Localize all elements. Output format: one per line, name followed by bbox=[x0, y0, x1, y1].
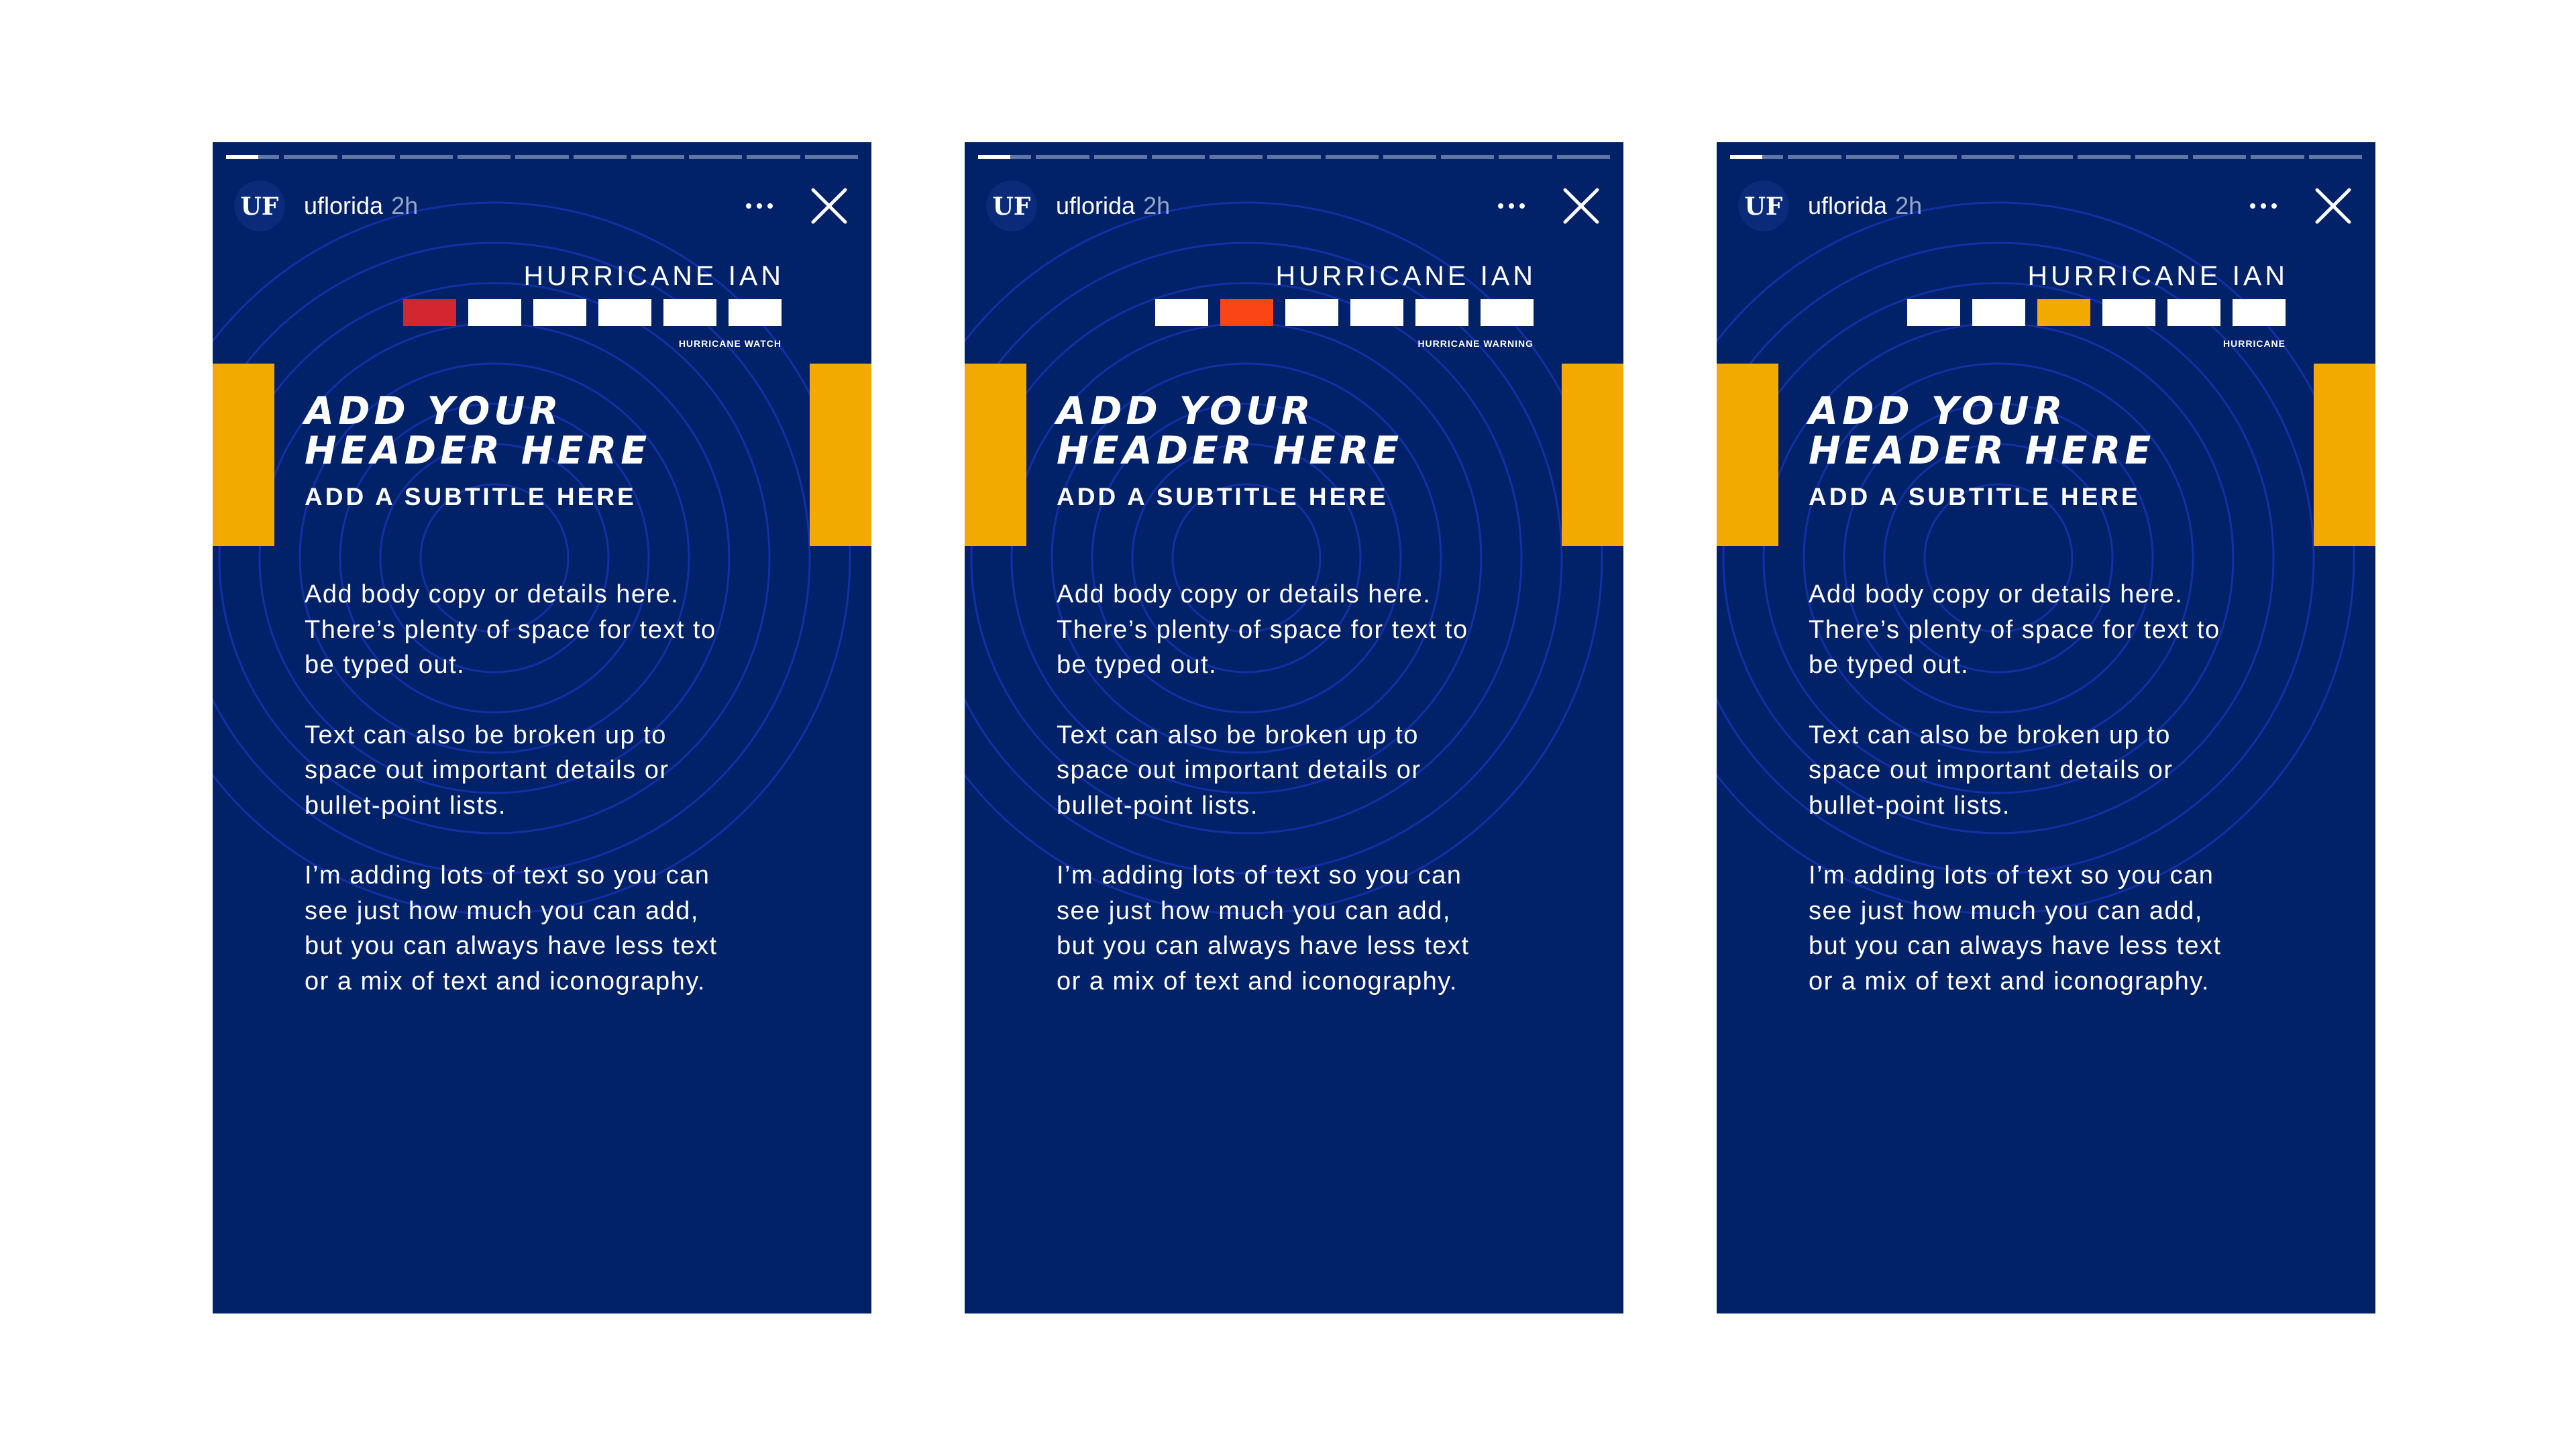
post-time: 2h bbox=[391, 192, 419, 219]
scale-cell bbox=[533, 299, 586, 326]
scale-cell bbox=[663, 299, 716, 326]
hurricane-scale bbox=[1155, 299, 1534, 326]
progress-fill bbox=[226, 155, 258, 159]
progress-segment bbox=[1904, 155, 1957, 159]
uf-logo-icon bbox=[993, 193, 1030, 219]
progress-segment bbox=[2135, 155, 2188, 159]
hurricane-status-label: HURRICANE WATCH bbox=[678, 338, 782, 349]
more-options-button[interactable] bbox=[1488, 182, 1535, 229]
story-progress-bar bbox=[1730, 155, 2362, 159]
progress-segment bbox=[2078, 155, 2131, 159]
progress-segment bbox=[1210, 155, 1263, 159]
avatar[interactable] bbox=[986, 180, 1037, 231]
story-card-hurricane bbox=[1717, 142, 2375, 1313]
scale-cell bbox=[1907, 299, 1960, 326]
username[interactable]: uflorida bbox=[304, 192, 384, 219]
body-paragraph: Add body copy or details here. There’s plenty of space for text to be typed out. bbox=[1057, 580, 1468, 679]
more-options-button[interactable] bbox=[736, 182, 783, 229]
scale-cell bbox=[729, 299, 782, 326]
body-paragraph: I’m adding lots of text so you can see just how much you can add, but you can always have less text or a mix of text and iconography. bbox=[305, 861, 718, 996]
body-paragraph: Text can also be broken up to space out important details or bullet-point lists. bbox=[1057, 720, 1421, 820]
progress-segment bbox=[1383, 155, 1436, 159]
progress-segment bbox=[2309, 155, 2362, 159]
scale-cell bbox=[468, 299, 521, 326]
progress-segment bbox=[1441, 155, 1494, 159]
hurricane-title: HURRICANE IAN bbox=[523, 260, 784, 291]
scale-cell bbox=[2233, 299, 2286, 326]
body-paragraph: Text can also be broken up to space out important details or bullet-point lists. bbox=[305, 720, 669, 820]
story-subtitle: ADD A SUBTITLE HERE bbox=[1057, 483, 1389, 511]
more-options-button[interactable] bbox=[2240, 182, 2287, 229]
progress-segment bbox=[515, 155, 568, 159]
progress-segment bbox=[689, 155, 742, 159]
body-paragraph: Add body copy or details here. There’s plenty of space for text to be typed out. bbox=[1809, 580, 2220, 679]
scale-cell bbox=[1285, 299, 1338, 326]
progress-segment bbox=[400, 155, 453, 159]
story-subtitle: ADD A SUBTITLE HERE bbox=[305, 483, 637, 511]
avatar-text: UF bbox=[1745, 193, 1782, 219]
story-body bbox=[305, 577, 814, 1034]
progress-segment bbox=[1094, 155, 1147, 159]
hurricane-scale bbox=[403, 299, 782, 326]
scale-cell bbox=[1972, 299, 2025, 326]
scale-cell bbox=[2102, 299, 2155, 326]
scale-cell bbox=[1415, 299, 1468, 326]
progress-segment bbox=[2193, 155, 2246, 159]
progress-segment bbox=[1152, 155, 1205, 159]
progress-segment bbox=[631, 155, 684, 159]
post-time: 2h bbox=[1143, 192, 1171, 219]
avatar[interactable] bbox=[234, 180, 285, 231]
username[interactable]: uflorida bbox=[1808, 192, 1888, 219]
close-icon bbox=[1562, 187, 1600, 225]
username[interactable]: uflorida bbox=[1056, 192, 1136, 219]
progress-segment bbox=[574, 155, 627, 159]
progress-segment bbox=[1846, 155, 1899, 159]
hurricane-scale bbox=[1907, 299, 2286, 326]
accent-bar-right bbox=[2314, 364, 2375, 546]
progress-segment bbox=[805, 155, 858, 159]
progress-segment bbox=[1326, 155, 1379, 159]
story-header bbox=[986, 179, 1605, 233]
scale-cell bbox=[1350, 299, 1403, 326]
avatar-text: UF bbox=[993, 193, 1030, 219]
progress-segment bbox=[342, 155, 395, 159]
close-button[interactable] bbox=[2310, 182, 2357, 229]
progress-fill bbox=[978, 155, 1010, 159]
progress-segment bbox=[2251, 155, 2304, 159]
progress-segment bbox=[978, 155, 1031, 159]
hurricane-title: HURRICANE IAN bbox=[2027, 260, 2288, 291]
story-header-title: ADD YOUR HEADER HERE bbox=[1057, 389, 1403, 473]
progress-segment bbox=[1788, 155, 1841, 159]
progress-segment bbox=[747, 155, 800, 159]
story-progress-bar bbox=[978, 155, 1610, 159]
progress-segment bbox=[226, 155, 279, 159]
progress-segment bbox=[1036, 155, 1089, 159]
accent-bar-left bbox=[965, 364, 1026, 546]
story-progress-bar bbox=[226, 155, 858, 159]
body-paragraph: I’m adding lots of text so you can see just how much you can add, but you can always have less text or a mix of text and iconography. bbox=[1057, 861, 1470, 996]
story-header bbox=[1738, 179, 2357, 233]
progress-segment bbox=[458, 155, 511, 159]
scale-cell bbox=[1220, 299, 1273, 326]
hurricane-status-label: HURRICANE WARNING bbox=[1417, 338, 1534, 349]
scale-cell bbox=[598, 299, 651, 326]
hurricane-title: HURRICANE IAN bbox=[1275, 260, 1536, 291]
close-button[interactable] bbox=[1558, 182, 1605, 229]
body-paragraph: Add body copy or details here. There’s plenty of space for text to be typed out. bbox=[305, 580, 716, 679]
story-card-hurricane-watch bbox=[213, 142, 871, 1313]
scale-cell bbox=[1481, 299, 1534, 326]
avatar-text: UF bbox=[241, 193, 278, 219]
more-horizontal-icon bbox=[2249, 203, 2278, 209]
body-paragraph: Text can also be broken up to space out important details or bullet-point lists. bbox=[1809, 720, 2174, 820]
accent-bar-left bbox=[213, 364, 274, 546]
progress-segment bbox=[1499, 155, 1552, 159]
scale-cell bbox=[2167, 299, 2220, 326]
uf-logo-icon bbox=[241, 193, 278, 219]
progress-segment bbox=[1557, 155, 1610, 159]
story-body bbox=[1809, 577, 2318, 1034]
progress-segment bbox=[2019, 155, 2072, 159]
close-button[interactable] bbox=[806, 182, 853, 229]
body-paragraph: I’m adding lots of text so you can see just how much you can add, but you can always have less text or a mix of text and iconography. bbox=[1809, 861, 2222, 996]
scale-cell bbox=[2037, 299, 2090, 326]
progress-segment bbox=[1267, 155, 1320, 159]
progress-fill bbox=[1730, 155, 1762, 159]
hurricane-status-label: HURRICANE bbox=[2223, 338, 2286, 349]
story-subtitle: ADD A SUBTITLE HERE bbox=[1809, 483, 2141, 511]
accent-bar-right bbox=[810, 364, 871, 546]
close-icon bbox=[810, 187, 848, 225]
close-icon bbox=[2314, 187, 2352, 225]
progress-segment bbox=[284, 155, 337, 159]
progress-segment bbox=[1730, 155, 1783, 159]
story-body bbox=[1057, 577, 1566, 1034]
uf-logo-icon bbox=[1745, 193, 1782, 219]
progress-segment bbox=[1962, 155, 2015, 159]
accent-bar-left bbox=[1717, 364, 1778, 546]
accent-bar-right bbox=[1562, 364, 1623, 546]
more-horizontal-icon bbox=[1497, 203, 1526, 209]
scale-cell bbox=[403, 299, 456, 326]
story-header-title: ADD YOUR HEADER HERE bbox=[305, 389, 651, 473]
more-horizontal-icon bbox=[745, 203, 774, 209]
post-time: 2h bbox=[1895, 192, 1923, 219]
story-card-hurricane-warning bbox=[965, 142, 1623, 1313]
scale-cell bbox=[1155, 299, 1208, 326]
story-header bbox=[234, 179, 853, 233]
story-header-title: ADD YOUR HEADER HERE bbox=[1809, 389, 2155, 473]
avatar[interactable] bbox=[1738, 180, 1789, 231]
